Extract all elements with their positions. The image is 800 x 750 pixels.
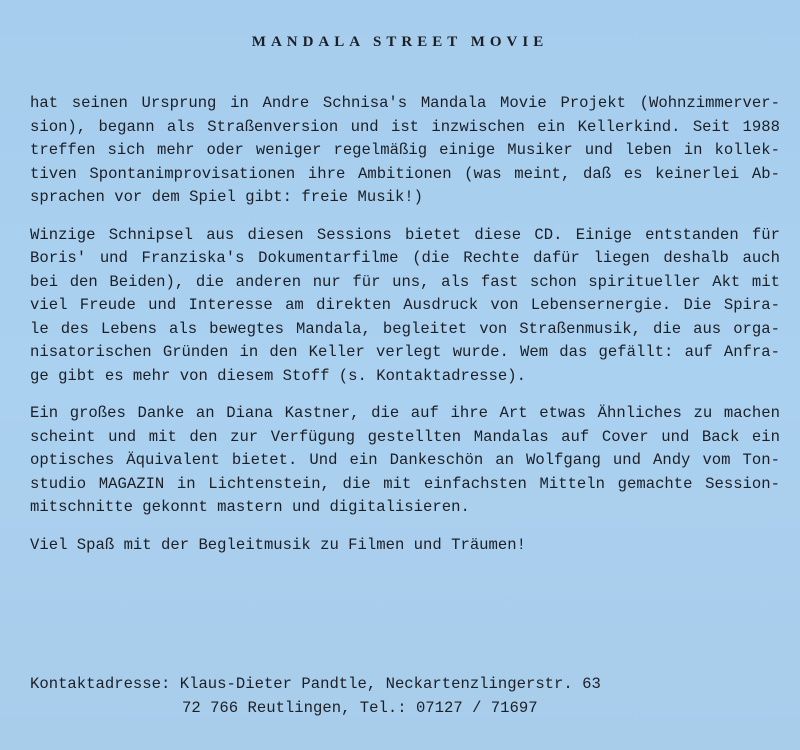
contact-line-2: 72 766 Reutlingen, Tel.: 07127 / 71697 (182, 698, 538, 717)
text-line: treffen sich mehr oder weniger regelmäßig einige Musiker und leben in kollek- (30, 141, 780, 159)
text-line: sprachen vor dem Spiel gibt: freie Musik!) (30, 188, 424, 206)
page-title: MANDALA STREET MOVIE (251, 34, 549, 50)
body-text (30, 92, 780, 571)
text-line: sion), begann als Straßenversion und ist inzwischen ein Kellerkind. Seit 1988 (30, 117, 780, 136)
paragraph-3 (30, 402, 780, 520)
text-line: hat seinen Ursprung in Andre Schnisa's Mandala Movie Projekt (Wohnzimmerver- (30, 94, 780, 112)
text-line: viel Freude und Interesse am direkten Ausdruck von Lebensernergie. Die Spira- (30, 296, 780, 314)
paragraph-1 (30, 92, 780, 210)
closing-line: Viel Spaß mit der Begleitmusik zu Filmen und Träumen! (30, 535, 526, 554)
paragraph-2 (30, 224, 780, 389)
contact-line-1: Kontaktadresse: Klaus-Dieter Pandtle, Neckartenzlingerstr. 63 (30, 675, 601, 693)
text-line: scheint und mit den zur Verfügung gestellten Mandalas auf Cover und Back ein (30, 427, 780, 446)
text-line: optisches Äquivalent bietet. Und ein Dankeschön an Wolfgang und Andy vom Ton- (30, 451, 780, 469)
text-line: studio MAGAZIN in Lichtenstein, die mit einfachsten Mitteln gemachte Session- (30, 474, 780, 493)
text-line: Boris' und Franziska's Dokumentarfilme (die Rechte dafür liegen deshalb auch (30, 249, 780, 267)
text-line: nisatorischen Gründen in den Keller verlegt wurde. Wem das gefällt: auf Anfra- (30, 343, 780, 361)
paragraph-4 (30, 534, 780, 558)
text-line: Ein großes Danke an Diana Kastner, die auf ihre Art etwas Ähnliches zu machen (30, 404, 780, 422)
text-line: mitschnitte gekonnt mastern und digitalisieren. (30, 498, 470, 516)
text-line: bei den Beiden), die anderen nur für uns, als fast schon spiritueller Akt mit (30, 272, 780, 291)
text-line: Winzige Schnipsel aus diesen Sessions bietet diese CD. Einige entstanden für (30, 225, 780, 244)
text-line: le des Lebens als bewegtes Mandala, begleitet von Straßenmusik, die aus orga- (30, 319, 780, 338)
text-line: ge gibt es mehr von diesem Stoff (s. Kontaktadresse). (30, 366, 526, 385)
text-line: tiven Spontanimprovisationen ihre Ambitionen (was meint, daß es keinerlei Ab- (30, 164, 780, 183)
contact-address (30, 673, 601, 720)
